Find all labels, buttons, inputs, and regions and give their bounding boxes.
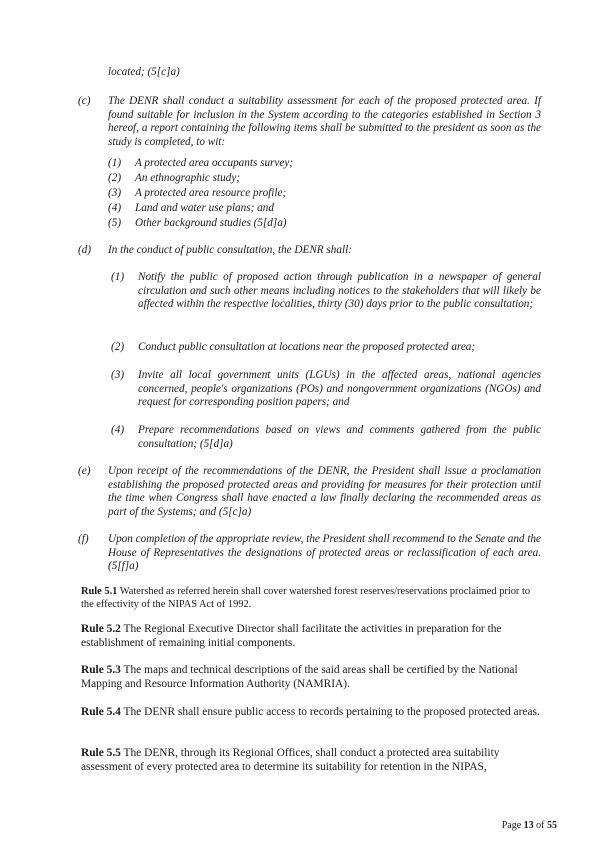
list-item	[111, 341, 541, 355]
clause-d	[78, 244, 541, 258]
list-item	[111, 271, 541, 312]
rule-text: The Regional Executive Director shall facilitate the activities in preparation for the establishment of remaining initial components.	[81, 623, 502, 649]
rule-5-2	[81, 623, 541, 651]
clause-c	[78, 95, 541, 149]
clause-text: In the conduct of public consultation, the DENR shall:	[108, 244, 352, 256]
list-item	[108, 172, 535, 186]
list-label: (1)	[111, 271, 125, 283]
page-total: 55	[547, 820, 557, 831]
clause-text: The DENR shall conduct a suitability assessment for each of the proposed protected area. If found suitable for inclusion in the System according to the categories established in Section 3 hereof, a report containing the following items shall be submitted to the president as soon as the study is completed, to wit:	[108, 95, 541, 148]
clause-label: (d)	[78, 244, 92, 256]
rule-number: Rule 5.2	[81, 623, 121, 635]
rule-text: The DENR, through its Regional Offices, shall conduct a protected area suitability assessment of every protected area to determine its suitability for retention in the NIPAS,	[81, 747, 500, 773]
list-label: (3)	[108, 187, 122, 199]
page-sep: of	[536, 820, 545, 831]
rule-number: Rule 5.1	[81, 586, 118, 597]
list-item	[111, 369, 541, 410]
list-text: Other background studies (5[d]a)	[135, 217, 287, 229]
list-item	[108, 202, 535, 216]
list-text: Notify the public of proposed action through publication in a newspaper of general circulation and such other means including notices to the stakeholders that will likely be affected within the respective localities, thirty (30) days prior to the public consultation;	[138, 271, 541, 310]
clause-text: Upon receipt of the recommendations of the DENR, the President shall issue a proclamation establishing the proposed protected areas and providing for measures for their protection until the time when Congress shall have enacted a law finally declaring the recommended areas as part of the Systems; and (5[c]a)	[108, 465, 541, 518]
rule-5-4	[81, 706, 541, 720]
list-item	[108, 187, 535, 201]
clause-f	[78, 533, 541, 574]
list-label: (2)	[108, 172, 122, 184]
list-item	[108, 157, 535, 171]
list-label: (5)	[108, 217, 122, 229]
rule-5-1	[81, 585, 541, 611]
list-label: (4)	[108, 202, 122, 214]
rule-5-3	[81, 664, 541, 692]
rule-text: The maps and technical descriptions of the said areas shall be certified by the National Mapping and Resource Information Authority (NAMRIA).	[81, 664, 518, 690]
clause-label: (e)	[78, 465, 91, 477]
list-text: A protected area occupants survey;	[135, 157, 294, 169]
list-label: (1)	[108, 157, 122, 169]
continued-line: located; (5[c]a)	[108, 66, 180, 78]
rule-number: Rule 5.3	[81, 664, 121, 676]
list-text: A protected area resource profile;	[135, 187, 287, 199]
clause-text: Upon completion of the appropriate review, the President shall recommend to the Senate and the House of Representatives the designations of protected areas or reclassification of each area. (5[f]a)	[108, 533, 541, 572]
list-item	[111, 424, 541, 451]
list-text: Prepare recommendations based on views and comments gathered from the public consultation; (5[d]a)	[138, 424, 541, 450]
rule-number: Rule 5.5	[81, 747, 121, 759]
rule-text: The DENR shall ensure public access to records pertaining to the proposed protected areas.	[123, 706, 540, 718]
list-label: (4)	[111, 424, 125, 436]
page-number	[502, 820, 557, 831]
list-item	[108, 217, 535, 231]
rule-5-5	[81, 747, 541, 775]
page-current: 13	[523, 820, 534, 831]
list-text: Land and water use plans; and	[135, 202, 274, 214]
list-label: (2)	[111, 341, 125, 353]
list-text: An ethnographic study;	[135, 172, 241, 184]
clause-e	[78, 465, 541, 519]
rule-number: Rule 5.4	[81, 706, 121, 718]
list-text: Invite all local government units (LGUs) in the affected areas, national agencies concerned, people's organizations (POs) and nongovernment organizations (NGOs) and request for corresponding position papers; and	[138, 369, 541, 408]
clause-label: (f)	[78, 533, 89, 545]
list-label: (3)	[111, 369, 125, 381]
list-text: Conduct public consultation at locations near the proposed protected area;	[138, 341, 476, 353]
rule-text: Watershed as referred herein shall cover watershed forest reserves/reservations proclaimed prior to the effectivity of the NIPAS Act of 1992.	[81, 586, 531, 610]
page-prefix: Page	[501, 820, 522, 831]
clause-label: (c)	[78, 95, 91, 107]
